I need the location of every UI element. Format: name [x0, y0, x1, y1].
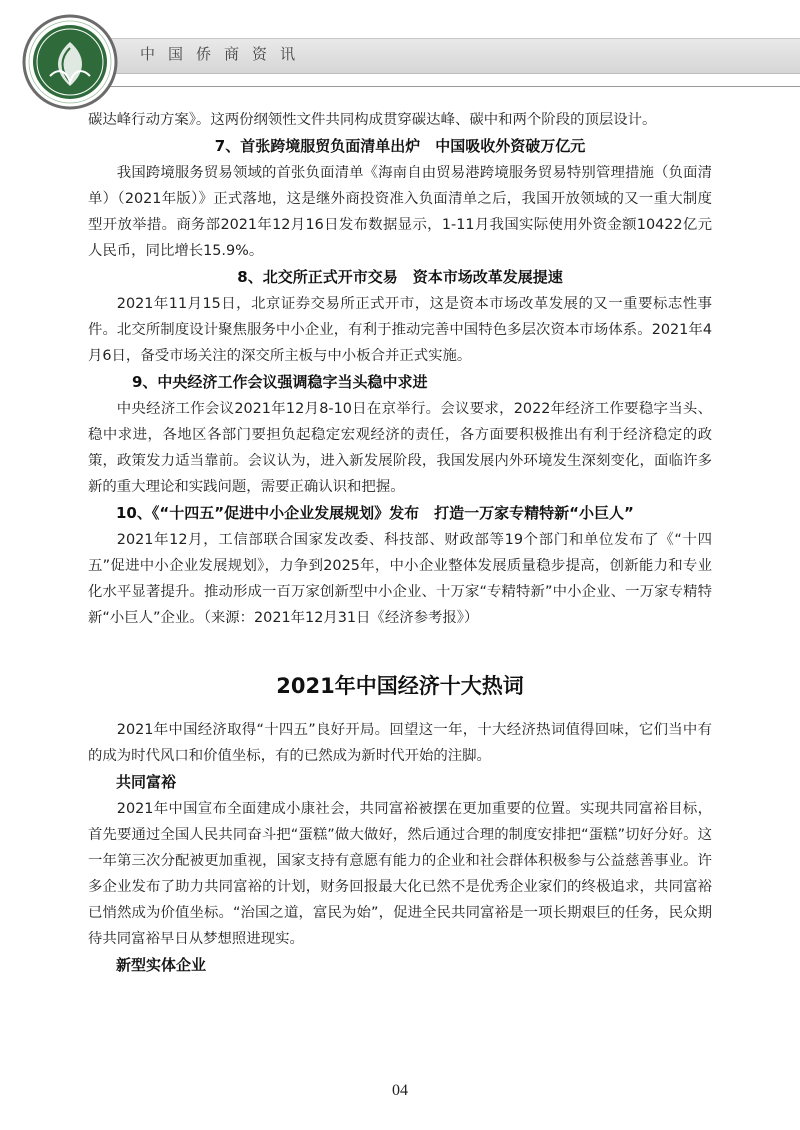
item-10-heading: 10、《“十四五”促进中小企业发展规划》发布 打造一万家专精特新“小巨人” — [116, 504, 634, 522]
item-10-body-text: 2021年12月，工信部联合国家发改委、科技部、财政部等19个部门和单位发布了《“十四五”促进中小企业发展规划》，力争到2025年，中小企业整体发展质量稳步提高，创新能力和专业化水平显著提升。推动形成一百万家创新型中小企业、十万家“专精特新”中小企业、一万家专精特新“小巨人”企业。 — [88, 532, 712, 626]
section-title: 2021年中国经济十大热词 — [276, 674, 524, 698]
item-10-body — [88, 527, 712, 631]
item-9-body: 中央经济工作会议2021年12月8-10日在京举行。会议要求，2022年经济工作要稳字当头、稳中求进，各地区各部门要担负起稳定宏观经济的责任，各方面要积极推出有利于经济稳定的政策，政策发力适当靠前。会议认为，进入新发展阶段，我国发展内外环境发生深刻变化，面临许多新的重大理论和实践问题，需要正确认识和把握。 — [88, 401, 712, 495]
intro-paragraph-tail: 碳达峰行动方案》。这两份纲领性文件共同构成贯穿碳达峰、碳中和两个阶段的顶层设计。 — [88, 112, 657, 128]
item-8-body: 2021年11月15日，北京证券交易所正式开市，这是资本市场改革发展的又一重要标志性事件。北交所制度设计聚焦服务中小企业，有利于推动完善中国特色多层次资本市场体系。2021年4月6日，备受市场关注的深交所主板与中小板合并正式实施。 — [88, 296, 712, 364]
item-8-heading: 8、北交所正式开市交易 资本市场改革发展提速 — [237, 268, 563, 286]
page-header — [0, 0, 800, 110]
item-7-body: 我国跨境服务贸易领域的首张负面清单《海南自由贸易港跨境服务贸易特别管理措施（负面清单）（2021年版）》正式落地，这是继外商投资准入负面清单之后，我国开放领域的又一重大制度型开放举措。商务部2021年12月16日发布数据显示，1-11月我国实际使用外资金额10422亿元人民币，同比增长15.9%。 — [88, 165, 712, 259]
topic-1-heading: 共同富裕 — [116, 773, 177, 791]
header-title: 中国侨商资讯 — [140, 45, 309, 63]
article-content — [88, 107, 712, 979]
page-number: 04 — [392, 1082, 408, 1099]
item-7-heading: 7、首张跨境服贸负面清单出炉 中国吸收外资破万亿元 — [214, 137, 586, 155]
section-intro: 2021年中国经济取得“十四五”良好开局。回望这一年，十大经济热词值得回味，它们当中有的成为时代风口和价值坐标，有的已然成为新时代开始的注脚。 — [88, 722, 712, 764]
item-9-heading: 9、中央经济工作会议强调稳字当头稳中求进 — [132, 373, 428, 391]
topic-1-body: 2021年中国宣布全面建成小康社会，共同富裕被摆在更加重要的位置。实现共同富裕目标，首先要通过全国人民共同奋斗把“蛋糕”做大做好，然后通过合理的制度安排把“蛋糕”切好分好。这一年第三次分配被更加重视，国家支持有意愿有能力的企业和社会群体积极参与公益慈善事业。许多企业发布了助力共同富裕的计划，财务回报最大化已然不是优秀企业家们的终极追求，共同富裕已悄然成为价值坐标。“治国之道，富民为始”，促进全民共同富裕是一项长期艰巨的任务，民众期待共同富裕早日从梦想照进现实。 — [88, 801, 712, 947]
header-rule — [72, 86, 800, 87]
publication-logo — [20, 12, 120, 112]
item-10-source: （来源：2021年12月31日《经济参考报》） — [203, 610, 479, 626]
topic-2-heading: 新型实体企业 — [116, 956, 207, 974]
